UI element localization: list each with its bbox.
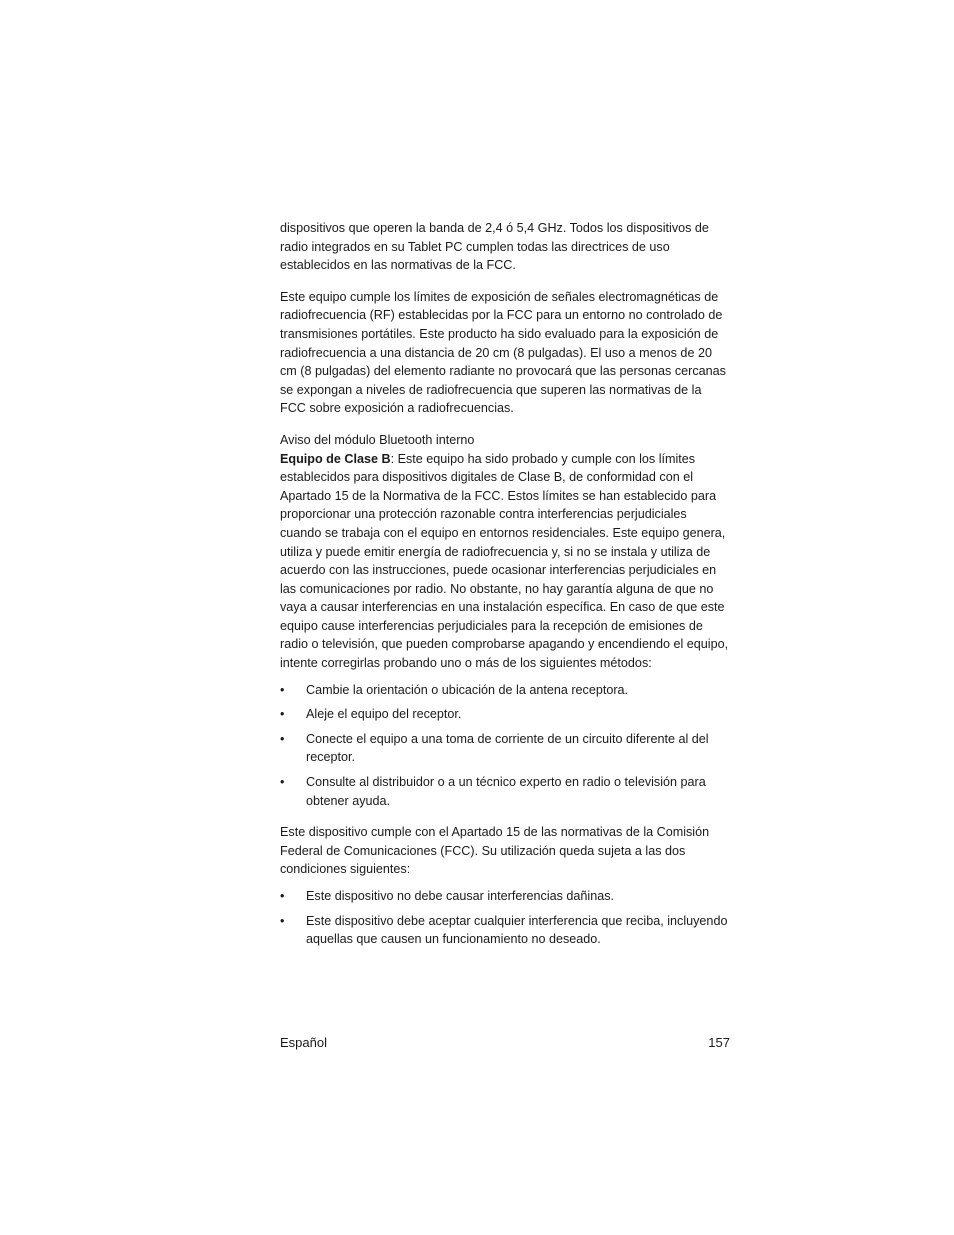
bullet-icon: • <box>280 707 285 722</box>
list-item <box>280 887 730 906</box>
bluetooth-heading: Aviso del módulo Bluetooth interno <box>280 432 475 447</box>
conditions-list <box>280 887 730 949</box>
bullet-icon: • <box>280 913 285 928</box>
page-footer <box>280 1034 730 1052</box>
methods-list <box>280 681 730 811</box>
list-item-text: Aleje el equipo del receptor. <box>306 707 462 722</box>
bullet-icon: • <box>280 731 285 746</box>
list-item <box>280 773 730 810</box>
page-content <box>280 219 730 962</box>
paragraph-rf-exposure: Este equipo cumple los límites de exposición de señales electromagnéticas de radiofrecuencia (RF) establecidas por la FCC para un entorno no controlado de transmisiones portátiles. Este producto ha sido evaluado para la exposición de radiofrecuencia a una distancia de 20 cm (8 pulgadas). El uso a menos de 20 cm (8 pulgadas) del elemento radiante no provocará que las personas cercanas se expongan a niveles de radiofrecuencia que superen las normativas de la FCC sobre exposición a radiofrecuencias. <box>280 289 726 416</box>
bullet-icon: • <box>280 889 285 903</box>
list-item <box>280 730 730 767</box>
list-item-text: Este dispositivo no debe causar interferencias dañinas. <box>306 889 615 903</box>
list-item <box>280 681 730 700</box>
paragraph-class-b <box>280 450 730 673</box>
list-item-text: Este dispositivo debe aceptar cualquier interferencia que reciba, incluyendo aquellas que causen un funcionamiento no deseado. <box>306 913 728 947</box>
class-b-text: : Este equipo ha sido probado y cumple con los límites establecidos para dispositivos digitales de Clase B, de conformidad con el Apartado 15 de la Normativa de la FCC. Estos límites se han establecido para proporcionar una protección razonable contra interferencias perjudiciales cuando se trabaja con el equipo en entornos residenciales. Este equipo genera, utiliza y puede emitir energía de radiofrecuencia y, si no se instala y utiliza de acuerdo con las instrucciones, puede ocasionar interferencias perjudiciales en las comunicaciones por radio. No obstante, no hay garantía alguna de que no vaya a causar interferencias en una instalación específica. En caso de que este equipo cause interferencias perjudiciales para la recepción de emisiones de radio o televisión, que pueden comprobarse apagando y encendiendo el equipo, intente corregirlas probando uno o más de los siguientes métodos: <box>280 451 729 671</box>
list-item-text: Consulte al distribuidor o a un técnico experto en radio o televisión para obtener ayuda. <box>306 775 706 808</box>
list-item-text: Cambie la orientación o ubicación de la antena receptora. <box>306 682 629 697</box>
page-number: 157 <box>708 1035 730 1050</box>
list-item <box>280 705 730 724</box>
paragraph-fcc-compliance: Este dispositivo cumple con el Apartado 15 de las normativas de la Comisión Federal de Comunicaciones (FCC). Su utilización queda sujeta a las dos condiciones siguientes: <box>280 825 710 877</box>
list-item-text: Conecte el equipo a una toma de corriente de un circuito diferente al del receptor. <box>306 731 709 765</box>
bullet-icon: • <box>280 775 285 790</box>
paragraph-radio-devices: dispositivos que operen la banda de 2,4 ó 5,4 GHz. Todos los dispositivos de radio integrados en su Tablet PC cumplen todas las directrices de uso establecidos en las normativas de la FCC. <box>280 221 709 273</box>
list-item <box>280 912 730 949</box>
footer-language: Español <box>280 1035 327 1050</box>
class-b-label: Equipo de Clase B <box>280 451 391 466</box>
bullet-icon: • <box>280 682 285 697</box>
